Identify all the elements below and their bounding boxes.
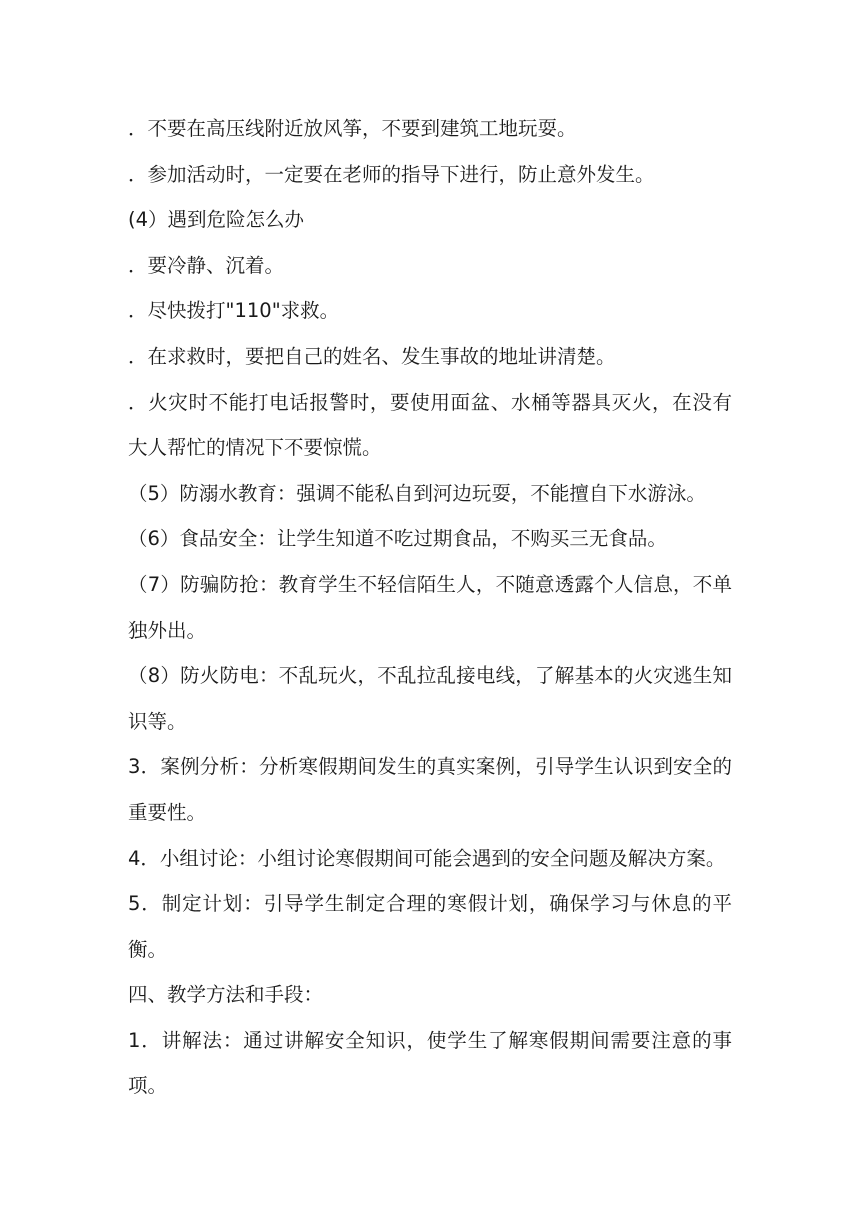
item-lecture-method: 1．讲解法：通过讲解安全知识，使学生了解寒假期间需要注意的事项。 xyxy=(128,1028,732,1098)
section-heading-methods: 四、教学方法和手段： xyxy=(128,983,324,1007)
item-case-analysis: 3．案例分析：分析寒假期间发生的真实案例，引导学生认识到安全的重要性。 xyxy=(128,755,732,824)
item-food-safety: （6）食品安全：让学生知道不吃过期食品，不购买三无食品。 xyxy=(128,527,667,551)
subheading-danger-response: (4）遇到危险怎么办 xyxy=(128,208,305,232)
bullet-kite-safety: ．不要在高压线附近放风筝，不要到建筑工地玩耍。 xyxy=(128,117,577,140)
item-make-plan: 5．制定计划：引导学生制定合理的寒假计划，确保学习与休息的平衡。 xyxy=(128,892,732,961)
bullet-activity-supervision: ．参加活动时，一定要在老师的指导下进行，防止意外发生。 xyxy=(128,162,655,186)
bullet-fire-response: ．火灾时不能打电话报警时，要使用面盆、水桶等器具灭火，在没有大人帮忙的情况下不要惊慌。 xyxy=(128,390,732,460)
item-anti-fraud: （7）防骗防抢：教育学生不轻信陌生人，不随意透露个人信息，不单独外出。 xyxy=(128,572,732,642)
bullet-report-details: ．在求救时，要把自己的姓名、发生事故的地址讲清楚。 xyxy=(128,344,616,368)
item-group-discussion: 4．小组讨论：小组讨论寒假期间可能会遇到的安全问题及解决方案。 xyxy=(128,846,726,870)
document-body xyxy=(128,106,732,1109)
bullet-call-110: ．尽快拨打"110"求救。 xyxy=(128,299,340,323)
bullet-stay-calm: ．要冷静、沉着。 xyxy=(128,253,285,277)
item-fire-electric-safety: （8）防火防电：不乱玩火，不乱拉乱接电线，了解基本的火灾逃生知识等。 xyxy=(128,664,732,733)
item-drowning-prevention: （5）防溺水教育：强调不能私自到河边玩耍，不能擅自下水游泳。 xyxy=(128,481,706,505)
